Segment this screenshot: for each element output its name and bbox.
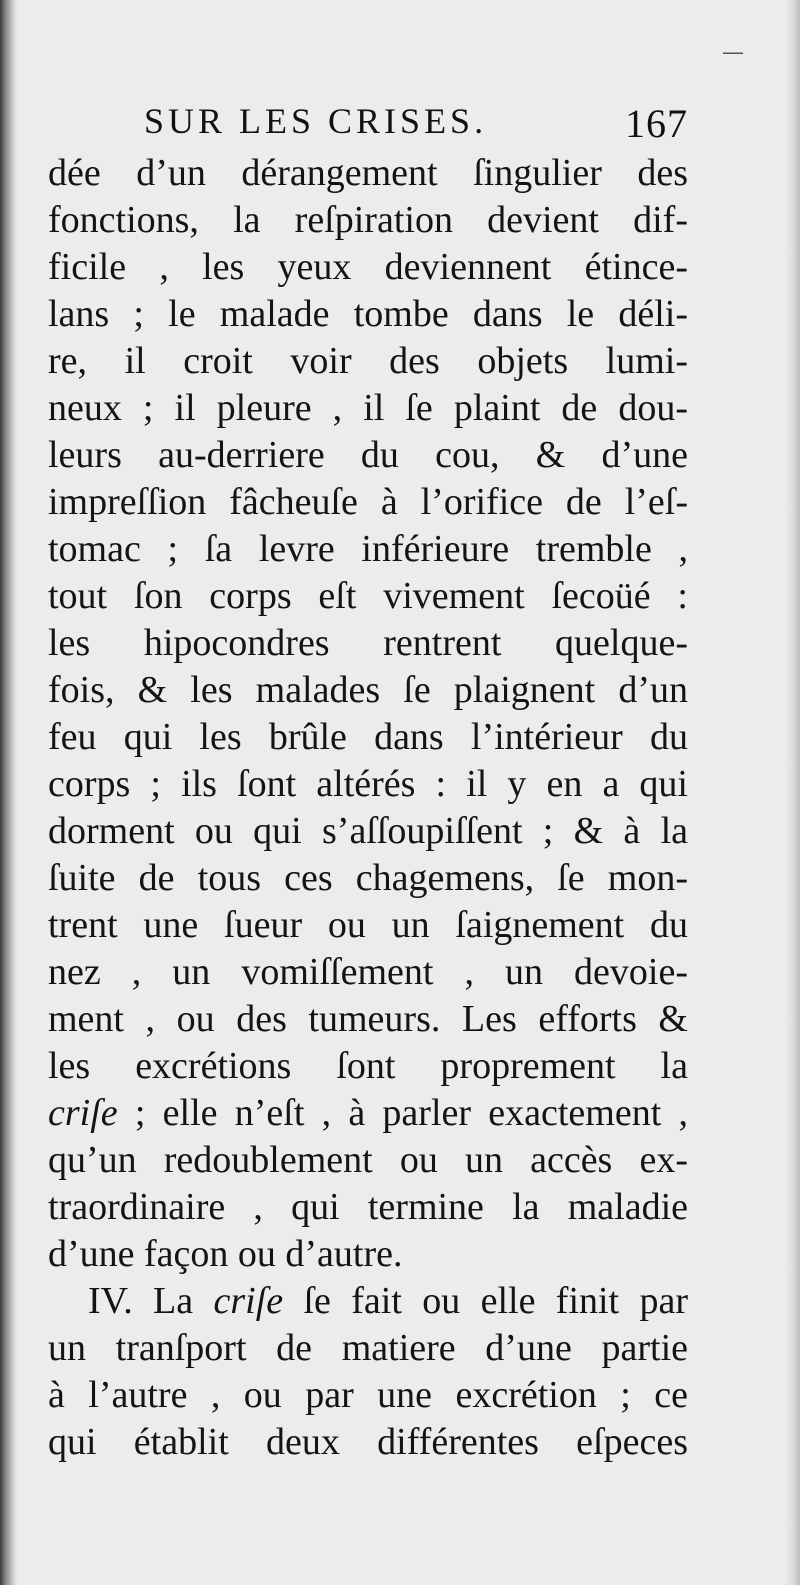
text-line: trent une ſueur ou un ſaignement du (48, 904, 688, 946)
text-line: dorment ou qui s’aſſoupiſſent ; & à la (48, 810, 688, 852)
text-line: criſe ; elle n’eſt , à parler exactement , (48, 1092, 688, 1134)
text-line: les excrétions ſont proprement la (48, 1045, 688, 1087)
page-edge (784, 0, 800, 1585)
text-line: ment , ou des tumeurs. Les efforts & (48, 998, 688, 1040)
text-line: tomac ; ſa levre inférieure tremble , (48, 528, 688, 570)
corner-mark: — (722, 40, 744, 65)
page-header (48, 100, 688, 150)
text-line: impreſſion fâcheuſe à l’orifice de l’eſ- (48, 481, 688, 523)
text-line: feu qui les brûle dans l’intérieur du (48, 716, 688, 758)
text-line: leurs au-derriere du cou, & d’une (48, 434, 688, 476)
text-line: nez , un vomiſſement , un devoie- (48, 951, 688, 993)
text-line: qui établit deux différentes eſpeces (48, 1421, 688, 1463)
text-line: dée d’un dérangement ſingulier des (48, 152, 688, 194)
text-line: fonctions, la reſpiration devient dif- (48, 199, 688, 241)
text-line: traordinaire , qui termine la maladie (48, 1186, 688, 1228)
page-gutter-shadow (0, 0, 18, 1585)
text-line: IV. La criſe ſe fait ou elle finit par (88, 1280, 688, 1322)
text-line: re, il croit voir des objets lumi- (48, 340, 688, 382)
text-line: tout ſon corps eſt vivement ſecoüé : (48, 575, 688, 617)
text-line: à l’autre , ou par une excrétion ; ce (48, 1374, 688, 1416)
body-text (48, 150, 688, 1466)
text-line: d’une façon ou d’autre. (48, 1233, 403, 1275)
text-line: qu’un redoublement ou un accès ex- (48, 1139, 688, 1181)
text-line: lans ; le malade tombe dans le déli- (48, 293, 688, 335)
text-line: fois, & les malades ſe plaignent d’un (48, 669, 688, 711)
text-line: un tranſport de matiere d’une partie (48, 1327, 688, 1369)
running-head: SUR LES CRISES. (144, 101, 488, 141)
text-line: les hipocondres rentrent quelque- (48, 622, 688, 664)
text-line: corps ; ils ſont altérés : il y en a qui (48, 763, 688, 805)
text-line: ſuite de tous ces chagemens, ſe mon- (48, 857, 688, 899)
page-number: 167 (625, 101, 688, 146)
text-line: neux ; il pleure , il ſe plaint de dou- (48, 387, 688, 429)
text-line: ficile , les yeux deviennent étince- (48, 246, 688, 288)
